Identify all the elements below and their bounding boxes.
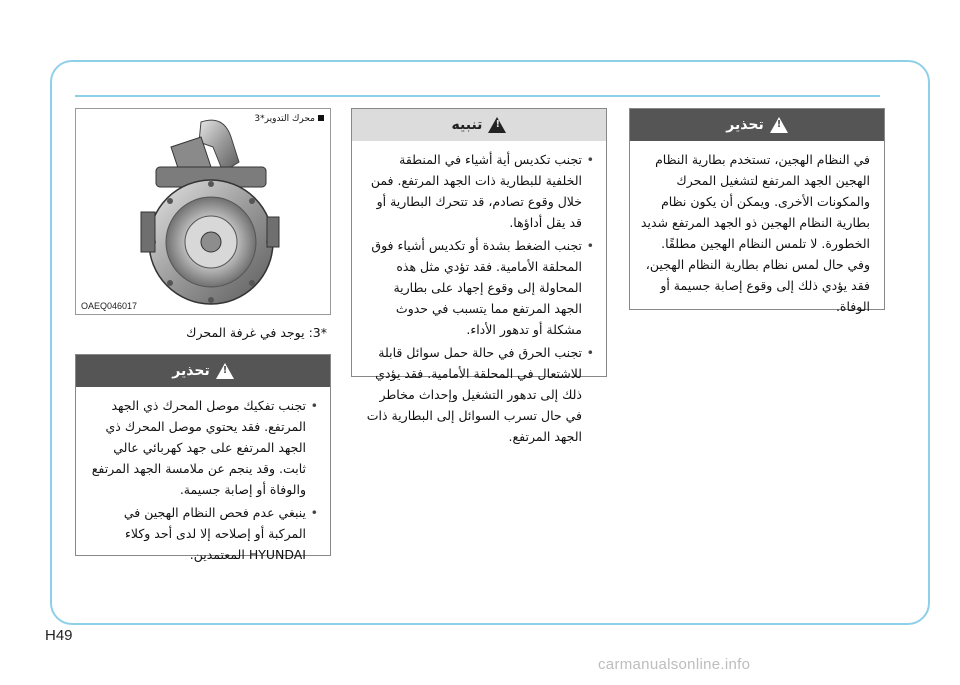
- page-number: H49: [45, 627, 73, 644]
- right-column: [629, 108, 885, 314]
- middle-column: [351, 108, 607, 444]
- warning-box-left: [75, 354, 331, 562]
- caution-title: تنبيه: [451, 117, 483, 133]
- warning-title-right: تحذير: [726, 117, 764, 133]
- warning-triangle-icon: [770, 117, 788, 133]
- header-rule: [75, 95, 880, 97]
- motor-illustration-icon: [131, 117, 281, 307]
- left-column: [75, 108, 331, 562]
- warning-header-left: [76, 355, 330, 387]
- warning-body-left: [76, 387, 330, 577]
- list-item: • تجنب الحرق في حالة حمل سوائل قابلة للاشتعال في المحلقة الأمامية. فقد يؤدي ذلك إلى تدهور التشغيل وإحداث مخاطر في حال تسرب السوائل إلى البطارية ذات الجهد المرتفع.: [362, 342, 594, 447]
- site-watermark: carmanualsonline.info: [598, 656, 751, 673]
- caution-triangle-icon: [488, 117, 506, 133]
- warning-body-right: [630, 141, 884, 327]
- list-item: • تجنب الضغط بشدة أو تكديس أشياء فوق المحلقة الأمامية. فقد تؤدي مثل هذه المحاولة إلى وقوع إجهاد على بطارية الجهد المرتفع مما يتسبب في حدوث مشكلة أو تدهور الأداء.: [362, 235, 594, 340]
- warning-header-right: [630, 109, 884, 141]
- caution-header: [352, 109, 606, 141]
- caution-body: [352, 141, 606, 459]
- figure-top-caption-text: محرك التدوير*3: [254, 114, 315, 124]
- caution-box: [351, 108, 607, 444]
- warning-box-right: [629, 108, 885, 314]
- list-item: • تجنب تفكيك موصل المحرك ذي الجهد المرتفع. فقد يحتوي موصل المحرك ذي الجهد المرتفع على جهد كهربائي عالي ثابت. وقد ينجم عن ملامسة الجهد المرتفع والوفاة أو إصابة جسيمة.: [86, 395, 318, 500]
- square-bullet-icon: [318, 115, 324, 121]
- warning-title-left: تحذير: [172, 363, 210, 379]
- figure-code: OAEQ046017: [81, 301, 138, 311]
- figure-caption: *3: يوجد في غرفة المحرك: [186, 325, 327, 340]
- list-item: • ينبغي عدم فحص النظام الهجين في المركبة أو إصلاحه إلا لدى أحد وكلاء HYUNDAI المعتمدين.: [86, 502, 318, 565]
- warning-triangle-icon: [216, 363, 234, 379]
- warning-text-right: في النظام الهجين، تستخدم بطارية النظام الهجين الجهد المرتفع لتشغيل المحرك والمكونات الأخرى. ويمكن أن يكون نظام بطارية النظام الهجين ذو الجهد المرتفع شديد الخطورة. لا تلمس النظام الهجين مطلقًا. وفي حال لمس نظام بطارية النظام الهجين، فقد يؤدي ذلك إلى وقوع إصابة جسيمة أو الوفاة.: [640, 152, 870, 314]
- list-item: • تجنب تكديس أية أشياء في المنطقة الخلفية للبطارية ذات الجهد المرتفع. فمن خلال وقوع تصادم، قد تتحرك البطارية أو قد يقل أداؤها.: [362, 149, 594, 233]
- motor-figure: [75, 108, 331, 315]
